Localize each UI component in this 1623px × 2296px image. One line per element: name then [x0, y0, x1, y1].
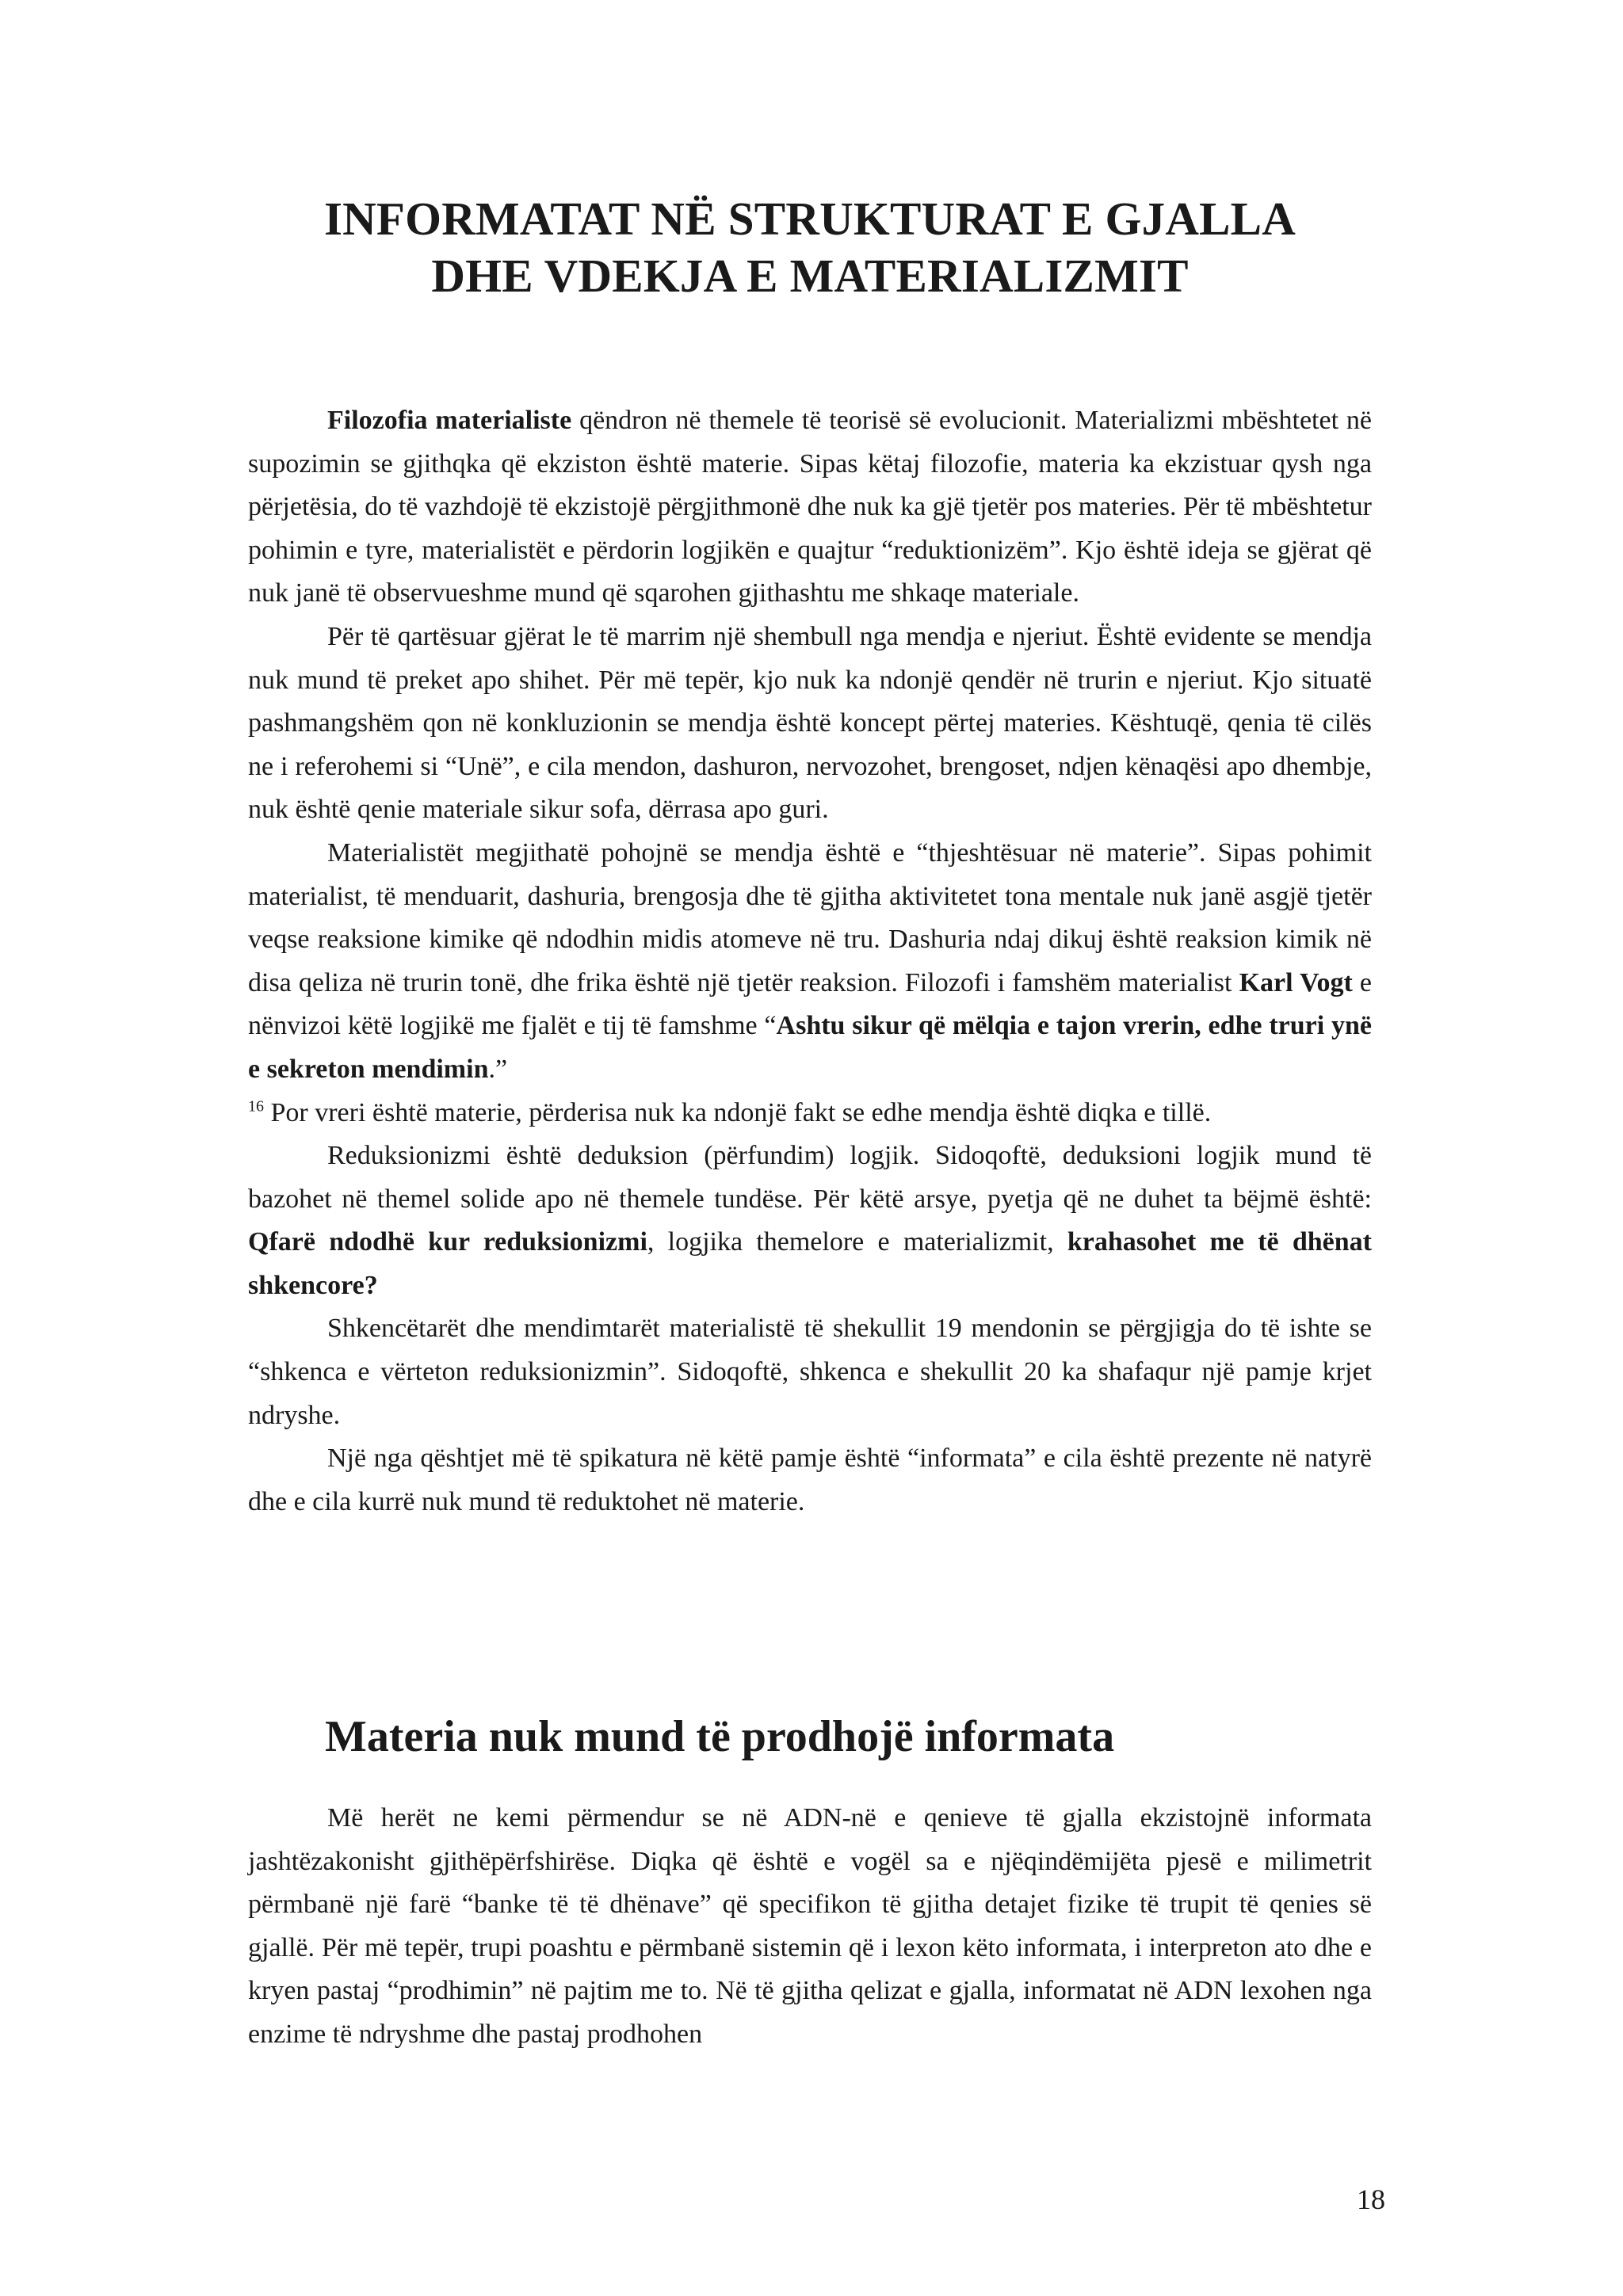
- bold-quote: Ashtu sikur që mëlqia e tajon vrerin, edhe truri ynë e sekreton mendimin: [248, 1011, 1372, 1084]
- paragraph-1: [248, 399, 1372, 616]
- paragraph-text: qëndron në themele të teorisë së evolucionit. Materializmi mbështetet në supozimin se gjithqka që ekziston është materie. Sipas këtaj filozofie, materia ka ekzistuar qysh nga përjetësia, do të vazhdojë të ekzistojë përgjithmonë dhe nuk ka gjë tjetër pos materies. Për të mbështetur pohimin e tyre, materialistët e përdorin logjikën e quajtur “reduktionizëm”. Kjo është ideja se gjërat që nuk janë të observueshme mund që sqarohen gjithashtu me shkaqe materiale.: [248, 406, 1372, 608]
- paragraph-text: , logjika themelore e materializmit,: [647, 1227, 1067, 1257]
- paragraph-2: Për të qartësuar gjërat le të marrim një shembull nga mendja e njeriut. Është evidente se mendja nuk mund të preket apo shihet. Për më tepër, kjo nuk ka ndonjë qendër në trurin e njeriut. Kjo situatë pashmangshëm qon në konkluzionin se mendja është koncept përtej materies. Kështuqë, qenia të cilës ne i referohemi si “Unë”, e cila mendon, dashuron, nervozohet, brengoset, ndjen kënaqësi apo dhembje, nuk është qenie materiale sikur sofa, dërrasa apo guri.: [248, 621, 1372, 825]
- section-heading: Materia nuk mund të prodhojë informata: [325, 1712, 1115, 1761]
- section-body-2: [248, 1797, 1372, 2057]
- title-line-2: DHE VDEKJA E MATERIALIZMIT: [431, 250, 1189, 302]
- paragraph-7: Më herët ne kemi përmendur se në ADN-në e qenieve të gjalla ekzistojnë informata jashtëzakonisht gjithëpërfshirëse. Diqka që është e vogël sa e njëqindëmijëta pjesë e milimetrit përmbanë një farë “banke të të dhënave” që specifikon të gjitha detajet fizike të trupit të qenies së gjallë. Për më tepër, trupi poashtu e përmbanë sistemin që i lexon këto informata, i interpreton ato dhe e kryen pastaj “prodhimin” në pajtim me to. Në të gjitha qelizat e gjalla, informatat në ADN lexohen nga enzime të ndryshme dhe pastaj prodhohen: [248, 1803, 1372, 2049]
- bold-term: Filozofia materialiste: [327, 406, 572, 435]
- page-title: [248, 190, 1372, 304]
- page-number: 18: [1357, 2183, 1385, 2215]
- paragraph-5: Shkencëtarët dhe mendimtarët materialistë të shekullit 19 mendonin se përgjigja do të ishte se “shkenca e vërteton reduksionizmin”. Sidoqoftë, shkenca e shekullit 20 ka shafaqur një pamje krjet ndryshe.: [248, 1314, 1372, 1430]
- section-body-1: [248, 399, 1372, 1524]
- paragraph-text: Por vreri është materie, përderisa nuk ka ndonjë fakt se edhe mendja është diqka e tillë.: [264, 1097, 1212, 1127]
- bold-question: Qfarë ndodhë kur reduksionizmi: [248, 1227, 647, 1257]
- paragraph-4: [248, 1135, 1372, 1307]
- paragraph-text: Reduksionizmi është deduksion (përfundim) logjik. Sidoqoftë, deduksioni logjik mund të bazohet në themel solide apo në themele tundëse. Për këtë arsye, pyetja që ne duhet ta bëjmë është:: [248, 1141, 1372, 1214]
- footnote-marker: 16: [248, 1097, 264, 1116]
- bold-question: krahasohet me të dhënat shkencore?: [248, 1227, 1372, 1300]
- paragraph-text: .”: [488, 1054, 508, 1084]
- bold-name: Karl Vogt: [1239, 967, 1353, 997]
- title-line-1: INFORMATAT NË STRUKTURAT E GJALLA: [323, 193, 1296, 245]
- paragraph-6: Një nga qështjet më të spikatura në këtë pamje është “informata” e cila është prezente në natyrë dhe e cila kurrë nuk mund të reduktohet në materie.: [248, 1444, 1372, 1516]
- paragraph-text: e nënvizoi këtë logjikë me fjalët e tij të famshme “: [248, 967, 1373, 1041]
- paragraph-3: [248, 832, 1372, 1135]
- paragraph-text: Materialistët megjithatë pohojnë se mendja është e “thjeshtësuar në materie”. Sipas pohimit materialist, të menduarit, dashuria, brengosja dhe të gjitha aktivitetet tona mentale nuk janë asgjë tjetër veqse reaksione kimike që ndodhin midis atomeve në tru. Dashuria ndaj dikuj është reaksion kimik në disa qeliza në trurin tonë, dhe frika është një tjetër reaksion. Filozofi i famshëm materialist: [248, 837, 1372, 997]
